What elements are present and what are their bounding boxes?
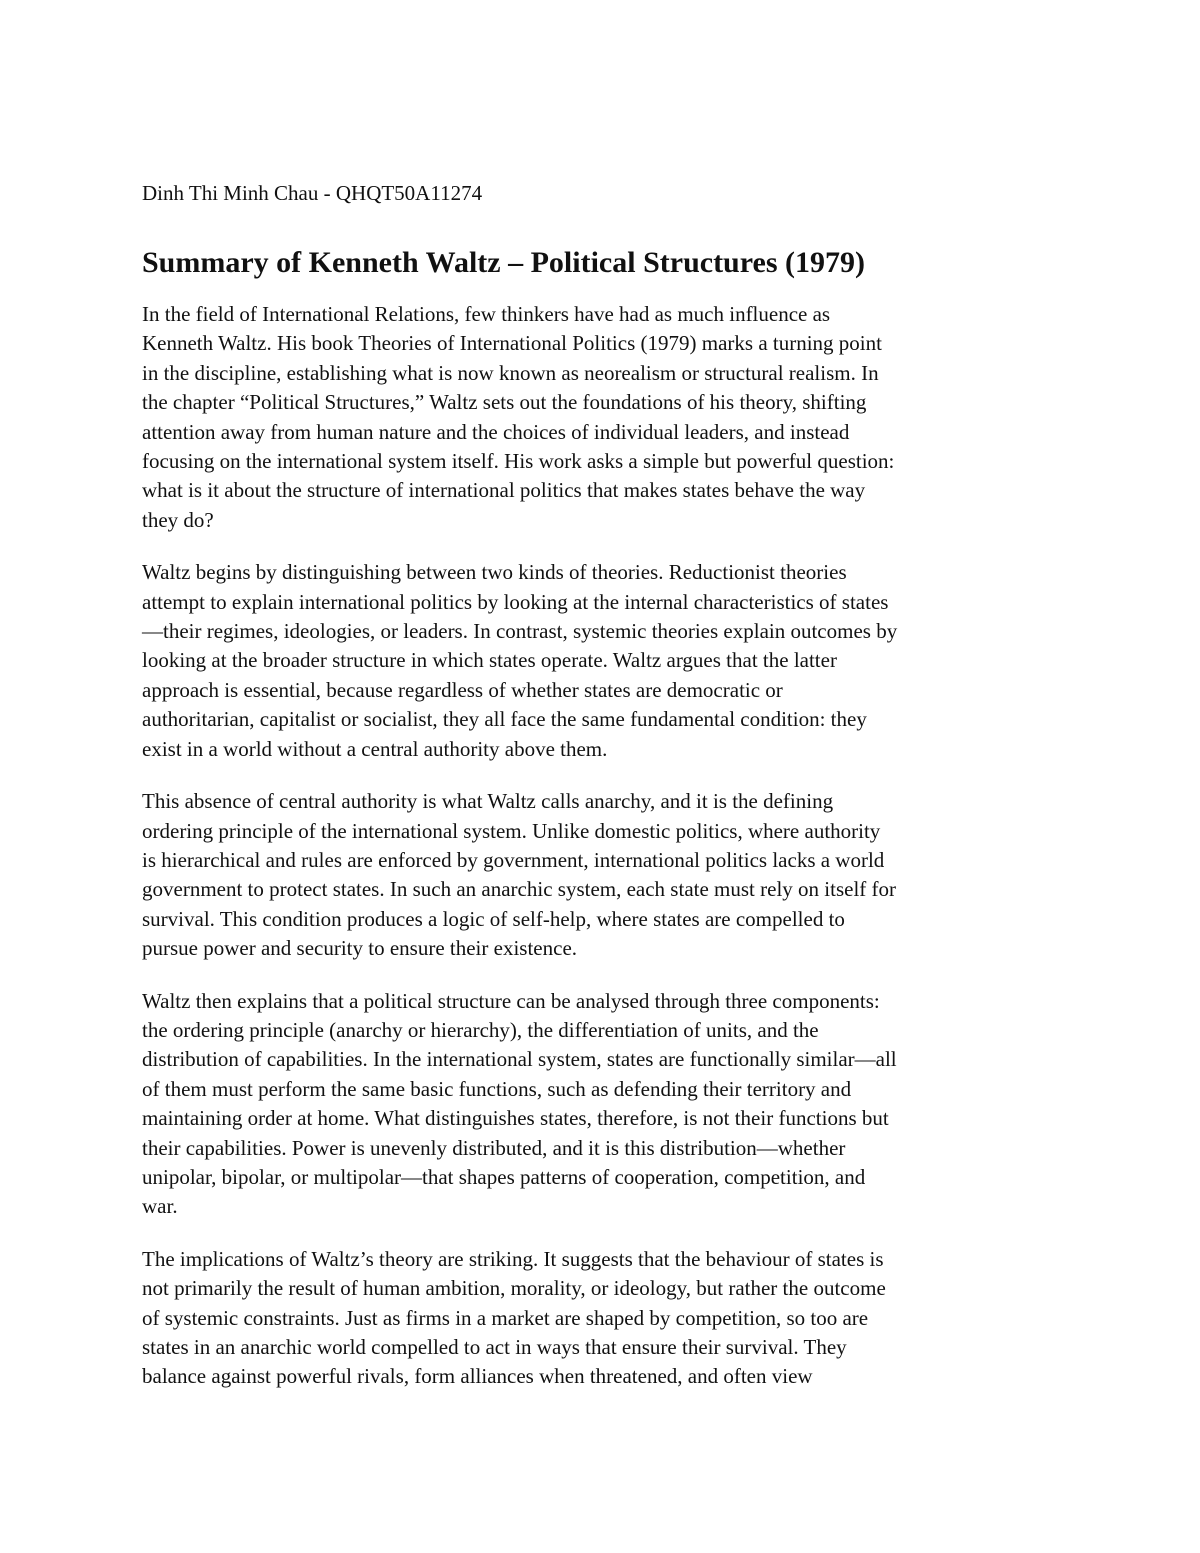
- text-line: approach is essential, because regardless of whether states are democratic or: [142, 677, 783, 702]
- text-line: is hierarchical and rules are enforced by government, international politics lacks a world: [142, 847, 885, 872]
- text-line: attempt to explain international politics by looking at the internal characteristics of states: [142, 589, 889, 614]
- text-line: This absence of central authority is what Waltz calls anarchy, and it is the defining: [142, 789, 834, 814]
- document-body: [142, 178, 1070, 1415]
- text-line: the chapter “Political Structures,” Waltz sets out the foundations of his theory, shifting: [142, 390, 867, 415]
- document-title: Summary of Kenneth Waltz – Political Structures (1979): [142, 246, 865, 279]
- paragraph-3: [142, 787, 1070, 963]
- text-line: in the discipline, establishing what is now known as neorealism or structural realism. In: [142, 360, 879, 385]
- paragraph-5: [142, 1245, 1070, 1392]
- text-line: The implications of Waltz’s theory are striking. It suggests that the behaviour of states is: [142, 1246, 884, 1271]
- text-line: of systemic constraints. Just as firms in a market are shaped by competition, so too are: [142, 1305, 869, 1330]
- author-line: Dinh Thi Minh Chau - QHQT50A11274: [142, 181, 483, 205]
- text-line: Waltz begins by distinguishing between two kinds of theories. Reductionist theories: [142, 560, 847, 585]
- text-line: their capabilities. Power is unevenly distributed, and it is this distribution—whether: [142, 1135, 846, 1160]
- text-line: —their regimes, ideologies, or leaders. In contrast, systemic theories explain outcomes by: [142, 619, 898, 644]
- text-line: In the field of International Relations, few thinkers have had as much influence as: [142, 302, 831, 326]
- text-line: ordering principle of the international system. Unlike domestic politics, where authority: [142, 818, 881, 843]
- text-line: Kenneth Waltz. His book Theories of International Politics (1979) marks a turning point: [142, 331, 882, 356]
- paragraph-4: [142, 987, 1070, 1222]
- text-line: they do?: [142, 507, 214, 532]
- text-line: pursue power and security to ensure their existence.: [142, 936, 578, 961]
- text-line: not primarily the result of human ambition, morality, or ideology, but rather the outcome: [142, 1276, 886, 1301]
- text-line: exist in a world without a central authority above them.: [142, 736, 608, 761]
- text-line: authoritarian, capitalist or socialist, they all face the same fundamental condition: they: [142, 707, 867, 732]
- text-line: of them must perform the same basic functions, such as defending their territory and: [142, 1076, 852, 1101]
- text-line: Waltz then explains that a political structure can be analysed through three components:: [142, 988, 880, 1013]
- text-line: focusing on the international system itself. His work asks a simple but powerful question:: [142, 449, 895, 474]
- text-line: attention away from human nature and the choices of individual leaders, and instead: [142, 419, 850, 444]
- paragraph-1: [142, 300, 1070, 535]
- paragraph-2: [142, 558, 1070, 764]
- text-line: war.: [142, 1194, 178, 1219]
- text-line: looking at the broader structure in which states operate. Waltz argues that the latter: [142, 648, 837, 673]
- text-line: maintaining order at home. What distinguishes states, therefore, is not their functions but: [142, 1106, 889, 1131]
- text-line: balance against powerful rivals, form alliances when threatened, and often view: [142, 1364, 813, 1389]
- text-line: the ordering principle (anarchy or hierarchy), the differentiation of units, and the: [142, 1017, 819, 1042]
- text-line: distribution of capabilities. In the international system, states are functionally similar—all: [142, 1047, 897, 1072]
- text-line: unipolar, bipolar, or multipolar—that shapes patterns of cooperation, competition, and: [142, 1164, 866, 1189]
- text-line: survival. This condition produces a logic of self-help, where states are compelled to: [142, 906, 845, 931]
- text-line: what is it about the structure of international politics that makes states behave the way: [142, 478, 866, 503]
- text-line: states in an anarchic world compelled to act in ways that ensure their survival. They: [142, 1335, 847, 1359]
- text-line: government to protect states. In such an anarchic system, each state must rely on itself for: [142, 877, 897, 902]
